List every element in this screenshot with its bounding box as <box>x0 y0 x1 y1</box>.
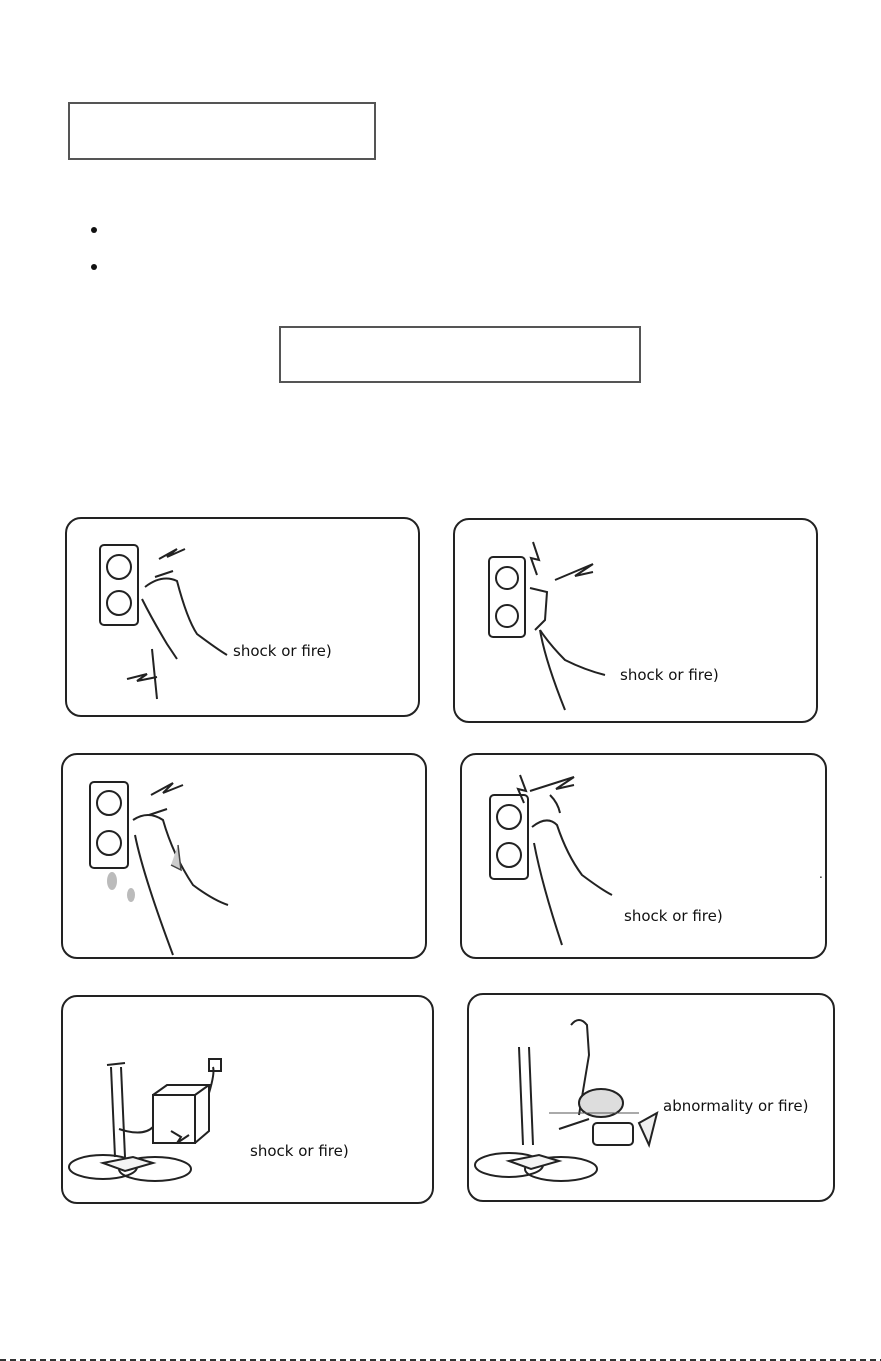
warning-panel-3 <box>61 753 427 959</box>
warning-panel-4 <box>460 753 827 959</box>
panel-4-mark: . <box>819 867 823 881</box>
warning-panel-6 <box>467 993 835 1202</box>
header-box-middle <box>279 326 641 383</box>
wet-hand-illustration <box>63 755 425 957</box>
bullet-1 <box>91 227 97 233</box>
panel-4-caption: shock or fire) <box>624 907 723 925</box>
warning-panel-5 <box>61 995 434 1204</box>
panel-2-caption: shock or fire) <box>620 666 719 684</box>
outlet-pull-illustration <box>455 520 816 721</box>
warning-panel-2 <box>453 518 818 723</box>
outlet-hand-illustration <box>67 519 418 715</box>
loose-plug-illustration <box>462 755 825 957</box>
panel-6-caption: abnormality or fire) <box>663 1097 809 1115</box>
panel-5-caption: shock or fire) <box>250 1142 349 1160</box>
warning-panel-1 <box>65 517 420 717</box>
bullet-2 <box>91 264 97 270</box>
mop-adapter-illustration <box>63 997 432 1202</box>
header-box-top <box>68 102 376 160</box>
panel-1-caption: shock or fire) <box>233 642 332 660</box>
